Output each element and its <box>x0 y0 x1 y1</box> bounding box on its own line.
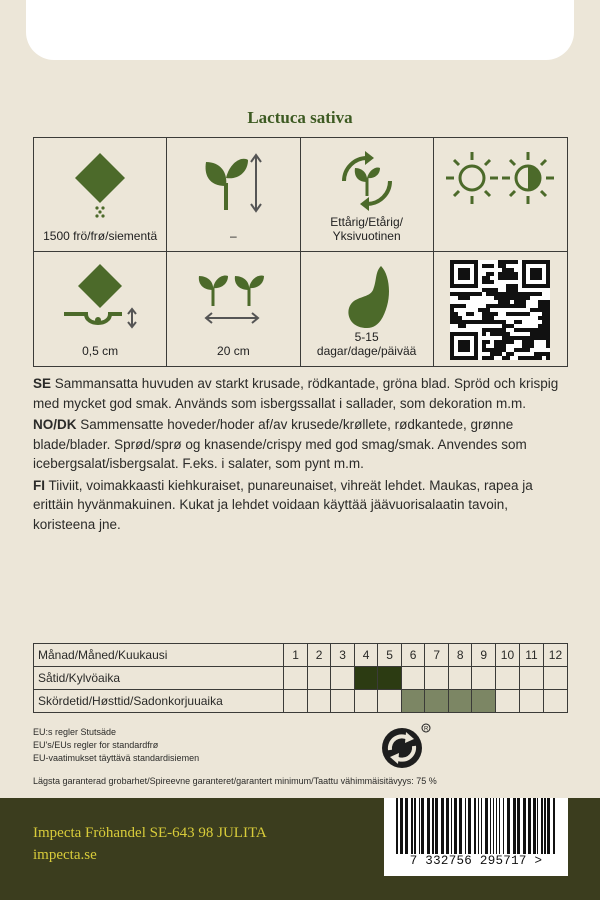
sow-cell-10 <box>495 667 519 690</box>
plant-height-label: – <box>230 229 237 243</box>
text-fi: Tiiviit, voimakkaasti kiehkuraiset, punareunaiset, vihreät lehdet. Maukas, rapea ja erittäin hyvänmakuinen. Kukat ja lehdet voidaan käyttää jäävuorisalaatin tavoin, koristeena jne. <box>33 477 533 532</box>
lifecycle-label: Ettårig/Etårig/ Yksivuotinen <box>330 215 403 243</box>
recycling-symbol-icon <box>380 722 432 770</box>
germination-label: 5-15 dagar/dage/päivää <box>316 330 417 358</box>
sun-requirement-cell <box>434 138 567 252</box>
har-cell-5 <box>378 690 402 713</box>
company-line: Impecta Fröhandel SE-643 98 JULITA <box>33 825 267 841</box>
har-cell-8 <box>448 690 472 713</box>
sow-cell-11 <box>519 667 543 690</box>
description-block <box>33 374 573 536</box>
eu-rule-no: EU's/EUs regler for standardfrø <box>33 740 159 750</box>
sowing-depth-cell <box>34 252 167 366</box>
barcode-number: 7 332756 295717 > <box>409 854 543 868</box>
package-top-tab <box>26 0 574 60</box>
month-10: 10 <box>495 644 519 667</box>
eu-rule-se: EU:s regler Stutsäde <box>33 727 117 737</box>
text-no-dk: Sammensatte hoveder/hoder af/av krusede/krøllete, rødkantede, grønne blade/blader. Sprød/sprø og knasende/crispy med god smag/smak. Anvendes som icebergsalat/isbergsalat. F.eks. i salater, som pynt m.m. <box>33 417 527 471</box>
seed-pack-icon <box>70 148 130 218</box>
germination-cell <box>301 252 434 366</box>
sowing-depth-label: 0,5 cm <box>82 344 119 358</box>
sow-cell-2 <box>307 667 331 690</box>
calendar-header-row <box>34 644 568 667</box>
month-2: 2 <box>307 644 331 667</box>
germination-seed-icon <box>337 262 397 332</box>
info-grid <box>33 137 568 367</box>
lang-code-se: SE <box>33 376 52 391</box>
har-cell-4 <box>354 690 378 713</box>
sow-cell-12 <box>543 667 567 690</box>
month-5: 5 <box>378 644 402 667</box>
sow-cell-4 <box>354 667 378 690</box>
month-9: 9 <box>472 644 496 667</box>
month-header-label: Månad/Måned/Kuukausi <box>34 644 284 667</box>
month-1: 1 <box>284 644 308 667</box>
har-cell-3 <box>331 690 355 713</box>
barcode-bars <box>392 798 560 854</box>
har-cell-6 <box>401 690 425 713</box>
annual-cycle-icon <box>332 148 402 214</box>
sowing-row-label: Såtid/Kylvöaika <box>34 667 284 690</box>
eu-rules-block <box>33 726 199 765</box>
month-8: 8 <box>448 644 472 667</box>
plant-spacing-cell <box>167 252 300 366</box>
harvest-row-label: Skördetid/Høsttid/Sadonkorjuuaika <box>34 690 284 713</box>
month-12: 12 <box>543 644 567 667</box>
har-cell-2 <box>307 690 331 713</box>
seed-count-label: 1500 frö/frø/siementä <box>43 229 158 243</box>
text-se: Sammansatta huvuden av starkt krusade, rödkantade, gröna blad. Spröd och krispig med mycket god smak. Används som isbergssallat i sallader, som dekoration m.m. <box>33 376 559 411</box>
sow-cell-6 <box>401 667 425 690</box>
lang-code-no-dk: NO/DK <box>33 417 77 432</box>
sprout-height-icon <box>198 148 268 218</box>
plant-height-cell <box>167 138 300 252</box>
company-website-link[interactable]: impecta.se <box>33 847 97 863</box>
sow-cell-7 <box>425 667 449 690</box>
har-cell-9 <box>472 690 496 713</box>
sow-cell-1 <box>284 667 308 690</box>
eu-rule-fi: EU-vaatimukset täyttävä standardisiemen <box>33 753 200 763</box>
company-address <box>33 822 267 866</box>
description-fi <box>33 476 573 535</box>
seed-count-cell <box>34 138 167 252</box>
sowing-row <box>34 667 568 690</box>
description-no-dk <box>33 415 573 474</box>
har-cell-7 <box>425 690 449 713</box>
month-7: 7 <box>425 644 449 667</box>
sow-cell-8 <box>448 667 472 690</box>
plant-spacing-label: 20 cm <box>217 344 250 358</box>
harvest-row <box>34 690 568 713</box>
qr-cell[interactable] <box>434 252 567 366</box>
lifecycle-cell <box>301 138 434 252</box>
germination-guarantee: Lägsta garanterad grobarhet/Spireevne garanteret/garantert minimum/Taattu vähimmäisitävyys: 75 % <box>33 776 437 786</box>
month-11: 11 <box>519 644 543 667</box>
sow-cell-9 <box>472 667 496 690</box>
species-title: Lactuca sativa <box>247 108 353 127</box>
month-4: 4 <box>354 644 378 667</box>
qr-code-icon[interactable] <box>450 260 550 360</box>
month-3: 3 <box>331 644 355 667</box>
month-6: 6 <box>401 644 425 667</box>
sowing-depth-icon <box>60 262 140 332</box>
sow-cell-5 <box>378 667 402 690</box>
har-cell-11 <box>519 690 543 713</box>
har-cell-1 <box>284 690 308 713</box>
har-cell-12 <box>543 690 567 713</box>
sun-half-sun-icon <box>444 148 556 208</box>
plant-spacing-icon <box>193 262 273 328</box>
sowing-calendar <box>33 643 568 713</box>
har-cell-10 <box>495 690 519 713</box>
lang-code-fi: FI <box>33 477 45 493</box>
description-se <box>33 374 573 413</box>
sow-cell-3 <box>331 667 355 690</box>
svg-text:R: R <box>424 726 429 733</box>
